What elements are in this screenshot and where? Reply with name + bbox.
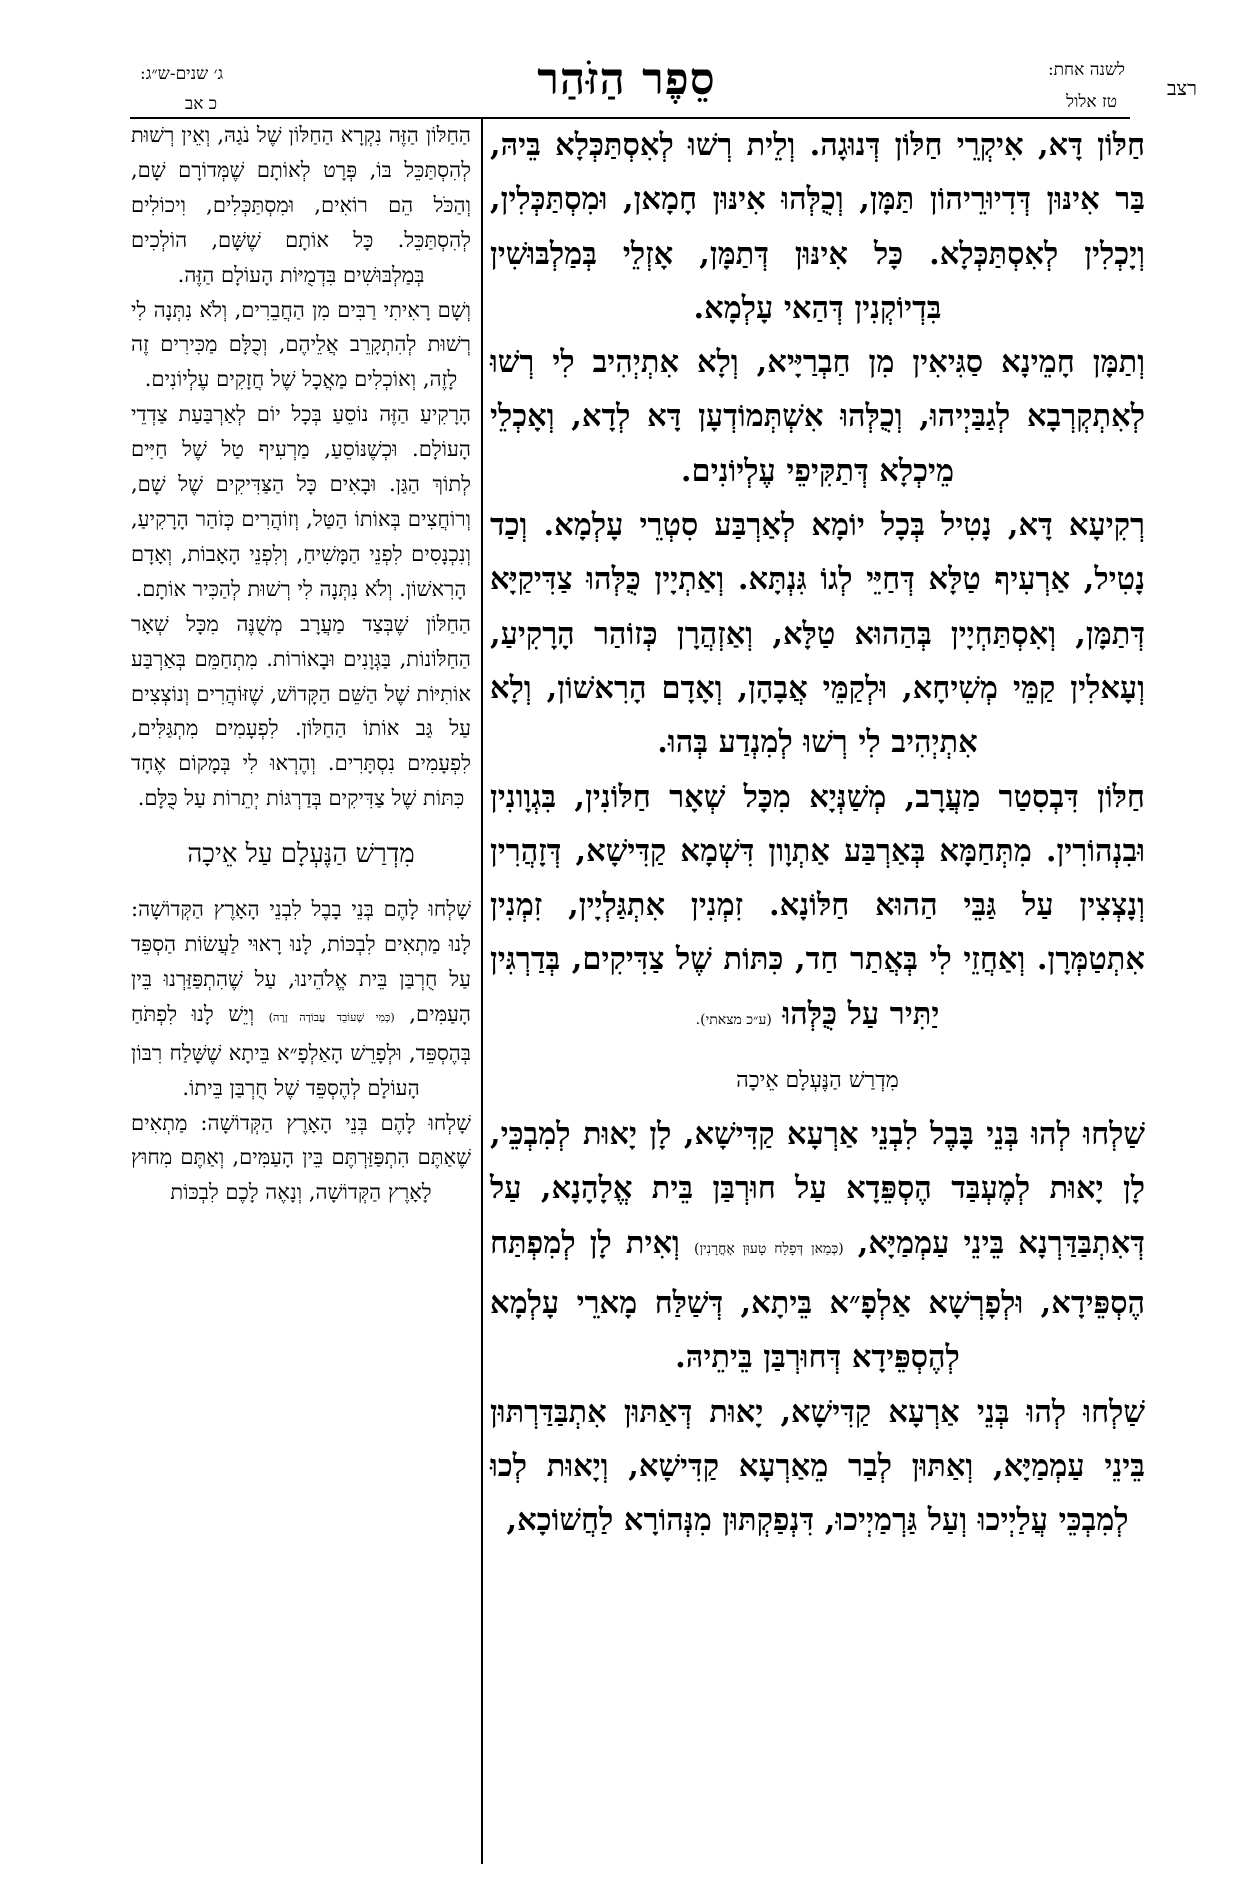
study-date-three-years: כ אב <box>185 94 218 114</box>
translation-paragraph: הַחַלּוֹן שֶׁבְּצַד מַעֲרָב מְשֻׁנֶּה מִכָּל שְׁאָר הַחַלּוֹנוֹת, בַּגְּוָנִים וּבָאוֹרוֹת. מִתְחַמֵּם בְּאַרְבַּע אוֹתִיּוֹת שֶׁל הַשֵּׁם הַקָּדוֹשׁ, שֶׁזּוֹהֲרִים וְנוֹצְצִים עַל גַּב אוֹתוֹ הַחַלּוֹן. לִפְעָמִים מִתְגַּלִּים, לִפְעָמִים נִסְתָּרִים. וְהֶרְאוּ לִי בְּמָקוֹם אֶחָד כִּתּוֹת שֶׁל צַדִּיקִים בְּדַרְגּוֹת יְתֵרוֹת עַל כֻּלָּם. <box>131 611 471 811</box>
aramaic-paragraph <box>490 1107 1145 1384</box>
translation-paragraph: הַחַלּוֹן הַזֶּה נִקְרָא הַחַלּוֹן שֶׁל נֹגַהּ, וְאֵין רְשׁוּת לְהִסְתַּכֵּל בּוֹ, פְּרָט לְאוֹתָם שֶׁמְּדוֹרָם שָׁם, וְהַכֹּל הֵם רוֹאִים, וּמִסְתַּכְּלִים, וִיכוֹלִים לְהִסְתַּכֵּל. כָּל אוֹתָם שֶׁשָּׁם, הוֹלְכִים בְּמַלְבּוּשִׁים בִּדְמֻיּוֹת הָעוֹלָם הַזֶּה. <box>131 123 471 287</box>
aramaic-paragraph: רְקִיעָא דָּא, נָטִיל בְּכָל יוֹמָא לְאַרְבַּע סִטְרֵי עָלְמָא. וְכַד נָטִיל, אַרְעִיף טַלָּא דְּחַיֵּי לְגוֹ גִּנְתָּא. וְאַתְיָין כֻּלְּהוּ צַדִּיקַיָּא דְּתַמָּן, וְאִסְתַּחְיָין בְּהַהוּא טַלָּא, וְאַזְהֲרָן כְּזוֹהַר הָרָקִיעַ, וְעָאלִין קַמֵּי מְשִׁיחָא, וּלְקַמֵּי אֲבָהָן, וְאָדָם הָרִאשׁוֹן, וְלָא אִתְיְהִיב לִי רְשׁוּ לְמִנְדַע בְּהוּ. <box>490 507 1145 761</box>
inline-gloss: (כְּמַאן דְּפָלַח טָעוּן אָחֳרָנִין) <box>693 1240 844 1257</box>
editor-note: (ע״כ מצאתי). <box>695 1011 772 1028</box>
page-title: סֵפֶר הַזֹּהַר <box>537 54 716 105</box>
page-number: רצב <box>1167 76 1197 100</box>
study-date-one-year: טז אלול <box>1066 92 1117 112</box>
aramaic-paragraph-text: שַׁלְחוּ לְהוּ בְּנֵי בָּבֶל לִבְנֵי אַרְעָא קַדִּישָׁא, לָן יָאוּת לְמִבְכֵּי, לָן יָאוּת לְמֶעְבַּד הֶסְפֵּדָא עַל חוּרְבַּן בֵּית אֱלָהָנָא, עַל דְּאִתְבַּדַּרְנָא בֵּינֵי עַמְמַיָּא, <box>490 1116 1145 1261</box>
section-title: מִדְרַשׁ הַנֶּעְלָם אֵיכָה <box>736 1068 899 1094</box>
study-schedule-three-years: ג׳ שנים-ש״ג: <box>140 64 224 84</box>
translation-paragraph: הָרָקִיעַ הַזֶּה נוֹסֵעַ בְּכָל יוֹם לְאַרְבַּעַת צַדְדֵי הָעוֹלָם. וּכְשֶׁנּוֹסֵעַ, מַרְעִיף טַל שֶׁל חַיִּים לְתוֹךְ הַגַּן. וּבָאִים כָּל הַצַּדִּיקִים שֶׁל שָׁם, וְרוֹחֲצִים בְּאוֹתוֹ הַטַּל, וְזוֹהֲרִים כְּזֹהַר הָרָקִיעַ, וְנִכְנָסִים לִפְנֵי הַמָּשִׁיחַ, וְלִפְנֵי הָאָבוֹת, וְאָדָם הָרִאשׁוֹן. וְלֹא נִתְּנָה לִי רְשׁוּת לְהַכִּיר אוֹתָם. <box>131 402 471 601</box>
aramaic-paragraph: חַלּוֹן דָּא, אִיקְרֵי חַלּוֹן דְּנוּגָה. וְלֵית רְשׁוּ לְאִסְתַּכְּלָא בֵּיהּ, בַּר אִינּוּן דְּדִיוּרֵיהוֹן תַּמָּן, וְכֻלְּהוּ אִינּוּן חָמָאן, וּמִסְתַּכְּלִין, וְיָכְלִין לְאִסְתַּכְּלָא. כָּל אִינּוּן דְּתַמָּן, אָזְלֵי בְּמַלְבּוּשִׁין בִּדְיוֹקְנִין דְּהַאי עָלְמָא. <box>490 127 1145 326</box>
hebrew-translation-column <box>131 118 471 1210</box>
aramaic-text-column <box>490 118 1145 1547</box>
aramaic-paragraph-text: חַלּוֹן דִּבְסִטַר מַעֲרָב, מְשַׁנְּיָא מִכָּל שְׁאָר חַלּוֹנִין, בִּגְוָונִין וּבִנְהוֹרִין. מִתְּחַמָּא בְּאַרְבַּע אַתְוָון דִּשְׁמָא קַדִּישָׁא, דְּזָהֲרִין וְנָצְצִין עַל גַּבֵּי הַהוּא חַלּוֹנָא. זִמְנִין אִתְגַּלְיָין, זִמְנִין אִתְטַמְּרָן. וְאַחֲזֵי לִי בְּאֲתַר חַד, כִּתּוֹת שֶׁל צַדִּיקִים, בְּדַרְגִּין יַתִּיר עַל כֻּלְּהוּ <box>490 778 1145 1032</box>
aramaic-paragraph: שַׁלְחוּ לְהוּ בְּנֵי אַרְעָא קַדִּישָׁא, יָאוּת דְּאַתּוּן אִתְבַּדַּרְתּוּן בֵּינֵי עַמְמַיָּא, וְאַתּוּן לְבַר מֵאַרְעָא קַדִּישָׁא, וְיָאוּת לְכוּ לְמִבְכֵּי עֲלַיְיכוּ וְעַל גַּרְמַיְיכוּ, דִּנְפַקְתּוּן מִנְּהוֹרָא לַחֲשׁוֹכָא, <box>490 1393 1145 1539</box>
study-schedule-one-year: לשנה אחת: <box>1047 60 1125 80</box>
translation-paragraph: שָׁלְחוּ לָהֶם בְּנֵי הָאָרֶץ הַקְּדוֹשָׁה: מַתְאִים שֶׁאַתֶּם הִתְפַּזַּרְתֶּם בֵּין הָעַמִּים, וְאַתֶּם מִחוּץ לָאָרֶץ הַקְּדוֹשָׁה, וְנָאֶה לָכֶם לִבְכּוֹת <box>131 1110 471 1205</box>
translation-paragraph <box>131 892 471 1105</box>
column-divider <box>481 119 483 1864</box>
translation-paragraph: וְשָׁם רָאִיתִי רַבִּים מִן הַחֲבֵרִים, וְלֹא נִתְּנָה לִי רְשׁוּת לְהִתְקָרֵב אֲלֵיהֶם, וְכֻלָּם מַכִּירִים זֶה לָזֶה, וְאוֹכְלִים מַאֲכָל שֶׁל חֲזָקִים עֶלְיוֹנִים. <box>131 297 471 392</box>
section-title-translation: מִדְרַשׁ הַנֶּעְלָם עַל אֵיכָה <box>187 839 415 870</box>
translation-paragraph-text: וְיֵשׁ לָנוּ לִפְתֹּחַ בְּהֶסְפֵּד, וּלְפָרֵשׁ הָאַלְפָ״א בֵּיתָא שֶׁשָּׁלַח רִבּוֹן הָעוֹלָם לְהֶסְפֵּד שֶׁל חֻרְבַּן בֵּיתוֹ. <box>131 1001 471 1100</box>
inline-gloss: (כְּמִי שֶׁעוֹבֵד עֲבוֹדָה זָרָה) <box>268 1010 395 1024</box>
aramaic-paragraph: וְתַמָּן חָמֵינָא סַגִּיאִין מִן חַבְרַיָּיא, וְלָא אִתְיְהִיב לִי רְשׁוּ לְאִתְקְרְבָא לְגַבַּיְיהוּ, וְכֻלְּהוּ אִשְׁתְּמוֹדְעָן דָּא לְדָא, וְאָכְלֵי מֵיכְלָא דְּתַקִּיפֵי עֶלְיוֹנִים. <box>490 344 1145 489</box>
aramaic-paragraph-text: וְאִית לָן לְמִפְתַּח הֶסְפֵּידָא, וּלְפָרְשָׁא אַלְפָ״א בֵּיתָא, דְּשַׁלַּח מָארֵי עָלְמָא לְהֶסְפֵּידָא דְּחוּרְבַּן בֵּיתֵיהּ. <box>490 1224 1145 1376</box>
aramaic-paragraph <box>490 770 1145 1047</box>
translation-paragraph-text: שָׁלְחוּ לָהֶם בְּנֵי בָבֶל לִבְנֵי הָאָרֶץ הַקְּדוֹשָׁה: לָנוּ מַתְאִים לִבְכּוֹת, לָנוּ רָאוּי לַעֲשׂוֹת הַסְפֵּד עַל חֻרְבַּן בֵּית אֱלֹהֵינוּ, עַל שֶׁהִתְפַּזַּרְנוּ בֵּין הָעַמִּים, <box>131 897 471 1026</box>
